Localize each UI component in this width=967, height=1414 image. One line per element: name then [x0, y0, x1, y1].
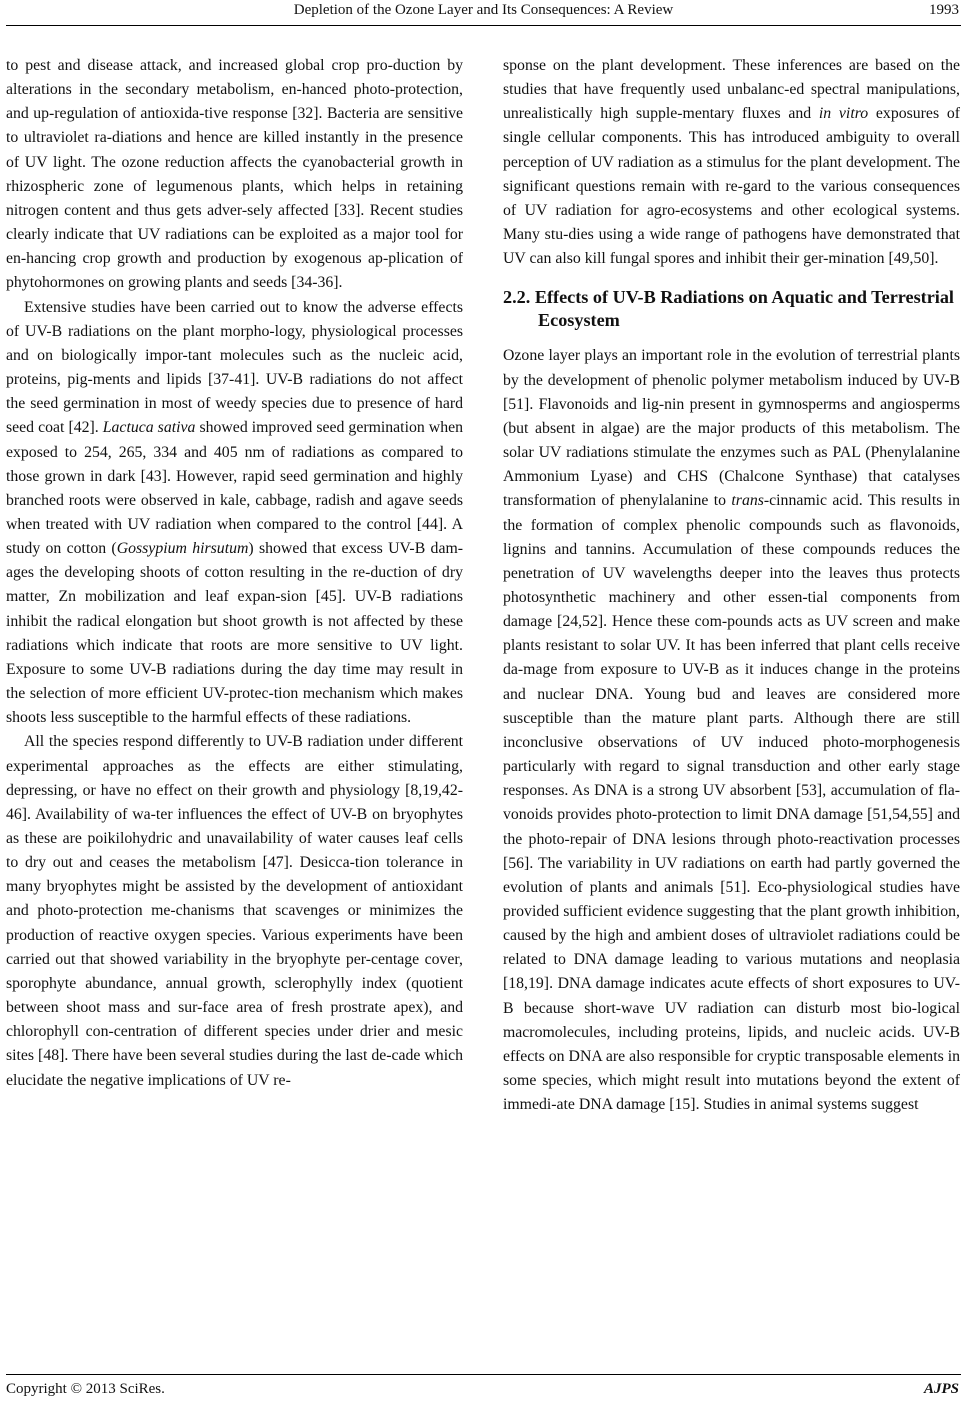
copyright-notice: Copyright © 2013 SciRes. — [6, 1381, 165, 1397]
right-paragraph-2 — [503, 344, 960, 1117]
page-number: 1993 — [929, 2, 959, 18]
text-run: Ozone layer plays an important role in the evolution of terrestrial plants by the development of phenolic polymer metabolism induced by UV-B [51]. Flavonoids and lig-nin present in gymnosperms and angiosperms (but absent in algae) are the major products of this metabolism. The solar UV radiations stimulate the enzymes such as PAL (Phenylalanine Ammonium Lyase) and CHS (Chalcone Synthase) that catalyses transformation of phenylalanine to — [503, 347, 960, 510]
left-paragraph-2 — [6, 296, 463, 731]
italic-term: trans — [731, 492, 764, 510]
italic-term: in vitro — [818, 105, 869, 123]
left-column — [6, 54, 463, 1093]
text-run: -cinnamic acid. This results in the formation of complex phenolic compounds such as flavonoids, lignins and tannins. Accumulation of these compounds reduces the penetration of UV wavelengths deeper into the leaves thus protects photosynthetic machinery and other essen-tial components from damage [24,52]. Hence these com-pounds acts as UV screen and make plants resistant to solar UV. It has been inferred that plant cells receive da-mage from exposure to UV-B as it induces change in the proteins and nuclear DNA. Young bud and leaves are considered more susceptible than the mature plant parts. Although there are still inconclusive observations of UV induced photo-morphogenesis particularly with regard to signal transduction and other early stage responses. As DNA is a strong UV absorbent [53], accumulation of fla-vonoids provides photo-protection to limit DNA damage [51,54,55] and the photo-repair of DNA lesions through photo-reactivation processes [56]. The variability in UV radiations on earth had partly governed the evolution of plants and animals [51]. Eco-physiological studies have provided sufficient evidence suggesting that the plant growth inhibition, caused by the high and ambient doses of ultraviolet radiations could be related to DNA damage leading to various mutations and neoplasia [18,19]. DNA damage indicates acute effects of short exposures to UV-B because short-wave UV radiation can disturb most bio-logical macromolecules, including proteins, lipids, and nucleic acids. UV-B effects on DNA are also responsible for cryptic transposable elements in some species, which might result into mutations beyond the extent of immedi-ate DNA damage [15]. Studies in animal systems suggest — [503, 492, 960, 1114]
text-run: exposures of single cellular components. This has introduced ambiguity to overall perception of UV radiation as a stimulus for the plant development. The significant questions remain with re-gard to the various consequences of UV radiation for agro-ecosystems and other ecological systems. Many stu-dies using a wide range of pathogens have demonstrated that UV can also kill fungal spores and inhibit their ger-mination [49,50]. — [503, 105, 960, 268]
species-name: Gossypium hirsutum — [116, 540, 249, 558]
text-run: Extensive studies have been carried out to know the adverse effects of UV-B radiations on the plant morpho-logy, physiological processes and on biologically impor-tant molecules such as the nucleic acid, proteins, pig-ments and lipids [37-41]. UV-B radiations do not affect the seed germination in most of weedy species due to presence of hard seed coat [42]. — [6, 298, 463, 437]
section-heading: 2.2. Effects of UV-B Radiations on Aquatic and Terrestrial Ecosystem — [503, 287, 954, 331]
running-title: Depletion of the Ozone Layer and Its Consequences: A Review — [293, 2, 674, 18]
left-paragraph-3: All the species respond differently to UV-B radiation under different experimental approaches as the effects are either stimulating, depressing, or have no effect on their growth and physiology [8,19,42-46]. Availability of wa-ter influences the effect of UV-B on bryophytes as these are poikilohydric and unavailability of water causes leaf cells to dry out and ceases the metabolism [47]. Desicca-tion tolerance in many bryophytes might be assisted by the development of antioxidant and photo-protection me-chanisms that scavenges or minimizes the production of reactive oxygen species. Various experiments have been carried out that showed variability in the bryophyte per-centage cover, sporophyte abundance, annual growth, sclerophylly index (quotient between shoot mass and sur-face area of fresh prostrate apex), and chlorophyll con-centration of different species under drier and mesic sites [48]. There have been several studies during the last de-cade which elucidate the negative implications of UV re- — [6, 733, 463, 1089]
text-run: showed improved seed germination when exposed to 254, 265, 334 and 405 nm of radiations as compared to those grown in dark [43]. However, rapid seed germination and highly branched roots were observed in kale, cabbage, radish and agave seeds when treated with UV radiation when compared to the control [44]. A study on cotton ( — [6, 419, 464, 558]
species-name: Lactuca sativa — [102, 419, 196, 437]
right-column — [503, 54, 960, 1117]
header-rule — [6, 25, 961, 26]
footer-rule — [6, 1374, 961, 1375]
text-run: sponse on the plant development. These inferences are based on the studies that have frequently used unbalanc-ed spectral manipulations, unrealistically high supple-mentary fluxes and — [503, 57, 960, 123]
left-paragraph-1: to pest and disease attack, and increased global crop pro-duction by alterations in the secondary metabolism, en-hanced photo-protection, and up-regulation of antioxida-tive response [32]. Bacteria are sensitive to ultraviolet ra-diations and hence are killed instantly in the presence of UV light. The ozone reduction affects the cyanobacterial growth in rhizospheric zone of legumenous plants, which helps in retaining nitrogen content and thus gets adver-sely affected [33]. Recent studies clearly indicate that UV radiations can be exploited as a major tool for en-hancing crop growth and production by exogenous ap-plication of phytohormones on growing plants and seeds [34-36]. — [6, 57, 463, 292]
text-run: ) showed that excess UV-B dam-ages the developing shoots of cotton resulting in the re-duction of dry matter, Zn mobilization and leaf expan-sion [45]. UV-B radiations inhibit the radical elongation but shoot growth is not affected by these radiations which indicate that roots are more sensitive to UV light. Exposure to some UV-B radiations during the day time may result in the selection of more efficient UV-protec-tion mechanism which makes shoots less susceptible to the harmful effects of these radiations. — [6, 540, 463, 727]
journal-abbrev: AJPS — [923, 1381, 959, 1397]
running-header — [0, 2, 967, 24]
right-paragraph-1 — [503, 54, 960, 271]
